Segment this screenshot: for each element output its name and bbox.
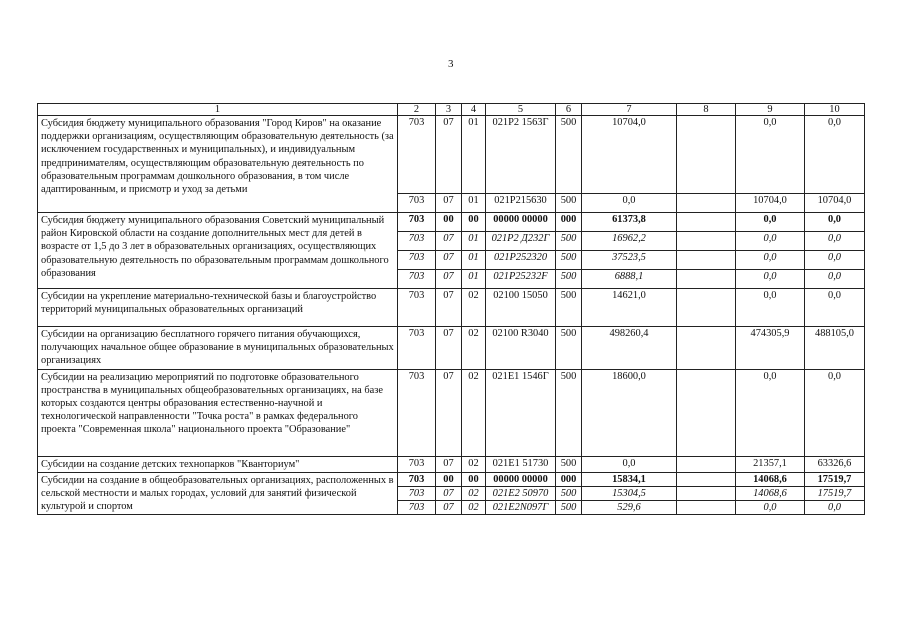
cell-c6: 500 [556, 270, 582, 289]
cell-c3: 07 [436, 270, 462, 289]
cell-c10: 0,0 [805, 289, 865, 327]
page-number: 3 [448, 58, 454, 70]
cell-c3: 07 [436, 194, 462, 213]
cell-c3: 00 [436, 472, 462, 486]
cell-c5: 021P215630 [486, 194, 556, 213]
cell-c3: 07 [436, 501, 462, 515]
cell-c2: 703 [398, 251, 436, 270]
cell-c2: 703 [398, 456, 436, 472]
cell-c9: 474305,9 [736, 327, 805, 370]
cell-c7: 18600,0 [582, 369, 677, 456]
cell-c2: 703 [398, 213, 436, 232]
cell-c5: 00000 00000 [486, 472, 556, 486]
cell-c5: 021E2 50970 [486, 487, 556, 501]
cell-c8 [677, 289, 736, 327]
table-row [38, 456, 865, 472]
row-description: Субсидии на организацию бесплатного горячего питания обучающихся, получающих начальное общее образование в муниципальных образовательных организациях [38, 327, 398, 370]
cell-c10: 0,0 [805, 213, 865, 232]
cell-c10: 0,0 [805, 270, 865, 289]
cell-c5: 021P2 Д232Г [486, 232, 556, 251]
header-row [38, 104, 865, 116]
cell-c4: 00 [462, 213, 486, 232]
cell-c4: 01 [462, 116, 486, 194]
cell-c10: 17519,7 [805, 487, 865, 501]
cell-c3: 00 [436, 213, 462, 232]
cell-c9: 0,0 [736, 213, 805, 232]
cell-c2: 703 [398, 327, 436, 370]
cell-c5: 021E1 51730 [486, 456, 556, 472]
cell-c9: 21357,1 [736, 456, 805, 472]
cell-c2: 703 [398, 116, 436, 194]
cell-c7: 37523,5 [582, 251, 677, 270]
col-header: 7 [582, 104, 677, 116]
cell-c4: 02 [462, 327, 486, 370]
cell-c9: 14068,6 [736, 487, 805, 501]
col-header: 9 [736, 104, 805, 116]
budget-table [37, 103, 865, 515]
cell-c10: 63326,6 [805, 456, 865, 472]
cell-c10: 0,0 [805, 232, 865, 251]
cell-c7: 16962,2 [582, 232, 677, 251]
cell-c7: 15304,5 [582, 487, 677, 501]
cell-c2: 703 [398, 270, 436, 289]
table-row [38, 289, 865, 327]
cell-c7: 10704,0 [582, 116, 677, 194]
cell-c8 [677, 487, 736, 501]
cell-c2: 703 [398, 289, 436, 327]
cell-c9: 0,0 [736, 116, 805, 194]
col-header: 6 [556, 104, 582, 116]
row-description: Субсидии на укрепление материально-технической базы и благоустройство территорий муниципальных образовательных организаций [38, 289, 398, 327]
cell-c10: 0,0 [805, 501, 865, 515]
cell-c7: 498260,4 [582, 327, 677, 370]
cell-c9: 0,0 [736, 251, 805, 270]
cell-c6: 500 [556, 369, 582, 456]
cell-c2: 703 [398, 487, 436, 501]
cell-c10: 488105,0 [805, 327, 865, 370]
cell-c3: 07 [436, 116, 462, 194]
cell-c5: 021E2N097Г [486, 501, 556, 515]
cell-c5: 021P25232F [486, 270, 556, 289]
cell-c9: 14068,6 [736, 472, 805, 486]
cell-c4: 01 [462, 232, 486, 251]
cell-c9: 10704,0 [736, 194, 805, 213]
cell-c9: 0,0 [736, 270, 805, 289]
cell-c9: 0,0 [736, 369, 805, 456]
cell-c6: 500 [556, 289, 582, 327]
table-row [38, 327, 865, 370]
cell-c5: 02100 R3040 [486, 327, 556, 370]
table-row [38, 213, 865, 232]
col-header: 1 [38, 104, 398, 116]
cell-c8 [677, 194, 736, 213]
cell-c10: 0,0 [805, 369, 865, 456]
cell-c6: 500 [556, 232, 582, 251]
cell-c4: 02 [462, 501, 486, 515]
cell-c6: 500 [556, 501, 582, 515]
cell-c6: 000 [556, 213, 582, 232]
row-description: Субсидии на создание в общеобразовательных организациях, расположенных в сельской местности и малых городах, условий для занятий физической культурой и спортом [38, 472, 398, 515]
cell-c8 [677, 472, 736, 486]
cell-c4: 02 [462, 487, 486, 501]
col-header: 5 [486, 104, 556, 116]
row-description: Субсидии на создание детских технопарков "Кванториум" [38, 456, 398, 472]
cell-c8 [677, 456, 736, 472]
cell-c6: 500 [556, 456, 582, 472]
cell-c5: 00000 00000 [486, 213, 556, 232]
cell-c6: 000 [556, 472, 582, 486]
cell-c5: 021E1 1546Г [486, 369, 556, 456]
cell-c5: 02100 15050 [486, 289, 556, 327]
cell-c8 [677, 270, 736, 289]
col-header: 3 [436, 104, 462, 116]
cell-c8 [677, 232, 736, 251]
row-description: Субсидия бюджету муниципального образования "Город Киров" на оказание поддержки организациям, осуществляющим образовательную деятельность (за исключением государственных и муниципальных), и индивидуальным предпринимателям, осуществляющим образовательную деятельность по образовательным программам дошкольного образования, в том числе адаптированным, и присмотр и уход за детьми [38, 116, 398, 213]
row-description: Субсидия бюджету муниципального образования Советский муниципальный район Кировской области на создание дополнительных мест для детей в возрасте от 1,5 до 3 лет в образовательных организациях, осуществляющих образовательную деятельность по образовательным программам дошкольного образования [38, 213, 398, 289]
cell-c4: 01 [462, 194, 486, 213]
col-header: 2 [398, 104, 436, 116]
cell-c3: 07 [436, 251, 462, 270]
cell-c2: 703 [398, 501, 436, 515]
cell-c5: 021P2 1563Г [486, 116, 556, 194]
cell-c7: 61373,8 [582, 213, 677, 232]
row-description: Субсидии на реализацию мероприятий по подготовке образовательного пространства в муниципальных общеобразовательных организациях, на базе которых создаются центры образования естественно-научной и технологической направленности "Точка роста" в рамках федерального проекта "Современная школа" национального проекта "Образование" [38, 369, 398, 456]
cell-c2: 703 [398, 472, 436, 486]
cell-c10: 17519,7 [805, 472, 865, 486]
table-row [38, 116, 865, 194]
cell-c3: 07 [436, 487, 462, 501]
cell-c10: 10704,0 [805, 194, 865, 213]
cell-c7: 14621,0 [582, 289, 677, 327]
cell-c7: 0,0 [582, 194, 677, 213]
cell-c7: 15834,1 [582, 472, 677, 486]
cell-c4: 00 [462, 472, 486, 486]
cell-c3: 07 [436, 369, 462, 456]
cell-c6: 500 [556, 116, 582, 194]
cell-c2: 703 [398, 194, 436, 213]
cell-c9: 0,0 [736, 289, 805, 327]
cell-c3: 07 [436, 232, 462, 251]
cell-c9: 0,0 [736, 501, 805, 515]
cell-c7: 0,0 [582, 456, 677, 472]
cell-c3: 07 [436, 289, 462, 327]
cell-c8 [677, 213, 736, 232]
cell-c4: 01 [462, 270, 486, 289]
table-row [38, 369, 865, 456]
cell-c2: 703 [398, 232, 436, 251]
cell-c4: 02 [462, 289, 486, 327]
cell-c6: 500 [556, 194, 582, 213]
cell-c8 [677, 327, 736, 370]
col-header: 8 [677, 104, 736, 116]
cell-c2: 703 [398, 369, 436, 456]
col-header: 4 [462, 104, 486, 116]
cell-c6: 500 [556, 327, 582, 370]
cell-c4: 02 [462, 456, 486, 472]
cell-c8 [677, 116, 736, 194]
cell-c10: 0,0 [805, 116, 865, 194]
col-header: 10 [805, 104, 865, 116]
cell-c4: 02 [462, 369, 486, 456]
cell-c7: 6888,1 [582, 270, 677, 289]
cell-c6: 500 [556, 487, 582, 501]
cell-c6: 500 [556, 251, 582, 270]
cell-c8 [677, 251, 736, 270]
cell-c4: 01 [462, 251, 486, 270]
cell-c9: 0,0 [736, 232, 805, 251]
cell-c3: 07 [436, 327, 462, 370]
cell-c8 [677, 369, 736, 456]
cell-c8 [677, 501, 736, 515]
cell-c10: 0,0 [805, 251, 865, 270]
cell-c3: 07 [436, 456, 462, 472]
cell-c7: 529,6 [582, 501, 677, 515]
cell-c5: 021P252320 [486, 251, 556, 270]
table-row [38, 472, 865, 486]
